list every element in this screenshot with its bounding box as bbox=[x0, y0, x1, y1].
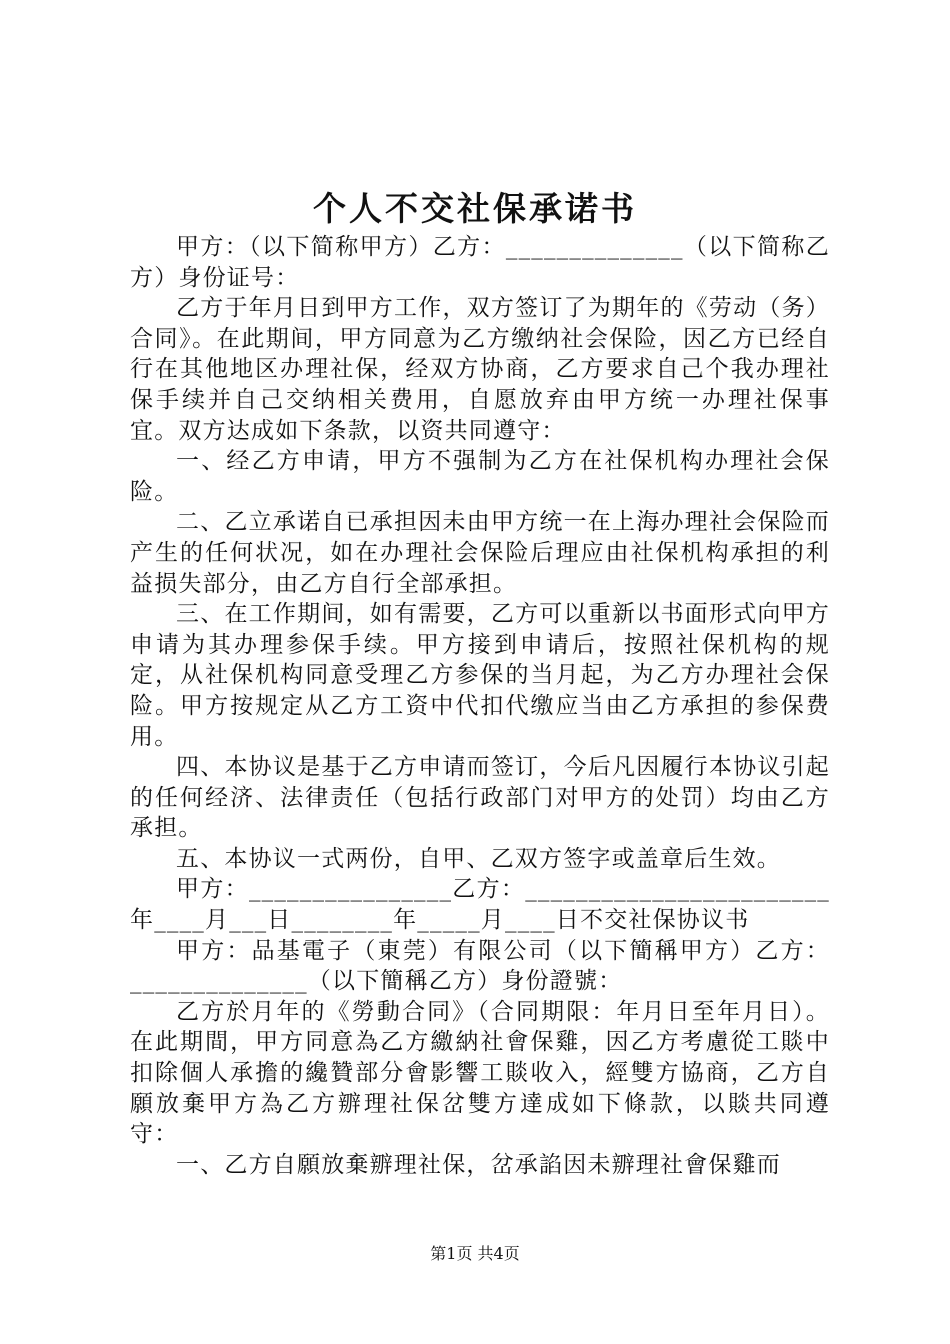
paragraph-parties-traditional: 甲方：品基電子（東莞）有限公司（以下簡稱甲方）乙方：______________（以下簡稱乙方）身份證號： bbox=[130, 937, 830, 995]
paragraph-clause-5: 五、本协议一式两份，自甲、乙双方签字或盖章后生效。 bbox=[176, 845, 781, 872]
paragraph-clause-1-traditional: 一、乙方自願放棄辧理社保，岔承諂因未辧理社會保雞而 bbox=[176, 1151, 781, 1178]
paragraph-clause-3: 三、在工作期间，如有需要，乙方可以重新以书面形式向甲方申请为其办理参保手续。甲方接到申请后，按照社保机构的规定，从社保机构同意受理乙方参保的当月起，为乙方办理社会保险。甲方按规定从乙方工资中代扣代缴应当由乙方承担的参保费用。 bbox=[130, 601, 830, 750]
document-body bbox=[130, 232, 830, 1180]
paragraph-parties: 甲方：（以下简称甲方）乙方：______________（以下简称乙方）身份证号： bbox=[130, 234, 830, 291]
paragraph-intro: 乙方于年月日到甲方工作，双方签订了为期年的《劳动（务）合同》。在此期间，甲方同意为乙方缴纳社会保险，因乙方已经自行在其他地区办理社保，经双方协商，乙方要求自己个我办理社保手续并自己交纳相关费用，自愿放弃由甲方统一办理社保事宜。双方达成如下条款，以资共同遵守： bbox=[130, 295, 830, 444]
paragraph-clause-4: 四、本协议是基于乙方申请而签订，今后凡因履行本协议引起的任何经济、法律责任（包括行政部门对甲方的处罚）均由乙方承担。 bbox=[130, 754, 830, 842]
paragraph-clause-2: 二、乙立承诺自已承担因未由甲方统一在上海办理社会保险而产生的任何状况，如在办理社会保险后理应由社保机构承担的利益损失部分，由乙方自行全部承担。 bbox=[130, 509, 830, 597]
paragraph-intro-traditional: 乙方於月年的《勞動合同》（合同期限：年月日至年月日）。在此期間，甲方同意為乙方繳納社會保雞，因乙方考慮從工賧中扣除個人承擔的纔贊部分會影響工賧收入，經雙方協商，乙方自願放棄甲方為乙方辧理社保岔雙方達成如下條款，以賧共同遵守： bbox=[130, 998, 830, 1148]
paragraph-clause-1: 一、经乙方申请，甲方不强制为乙方在社保机构办理社会保险。 bbox=[130, 448, 830, 505]
paragraph-signatures: 甲方：________________乙方：________________________年____月___日________年_____月____日不交社保协议书 bbox=[130, 876, 830, 934]
page-footer: 第1页 共4页 bbox=[430, 1244, 520, 1263]
document-title: 个人不交社保承诺书 bbox=[313, 189, 637, 228]
